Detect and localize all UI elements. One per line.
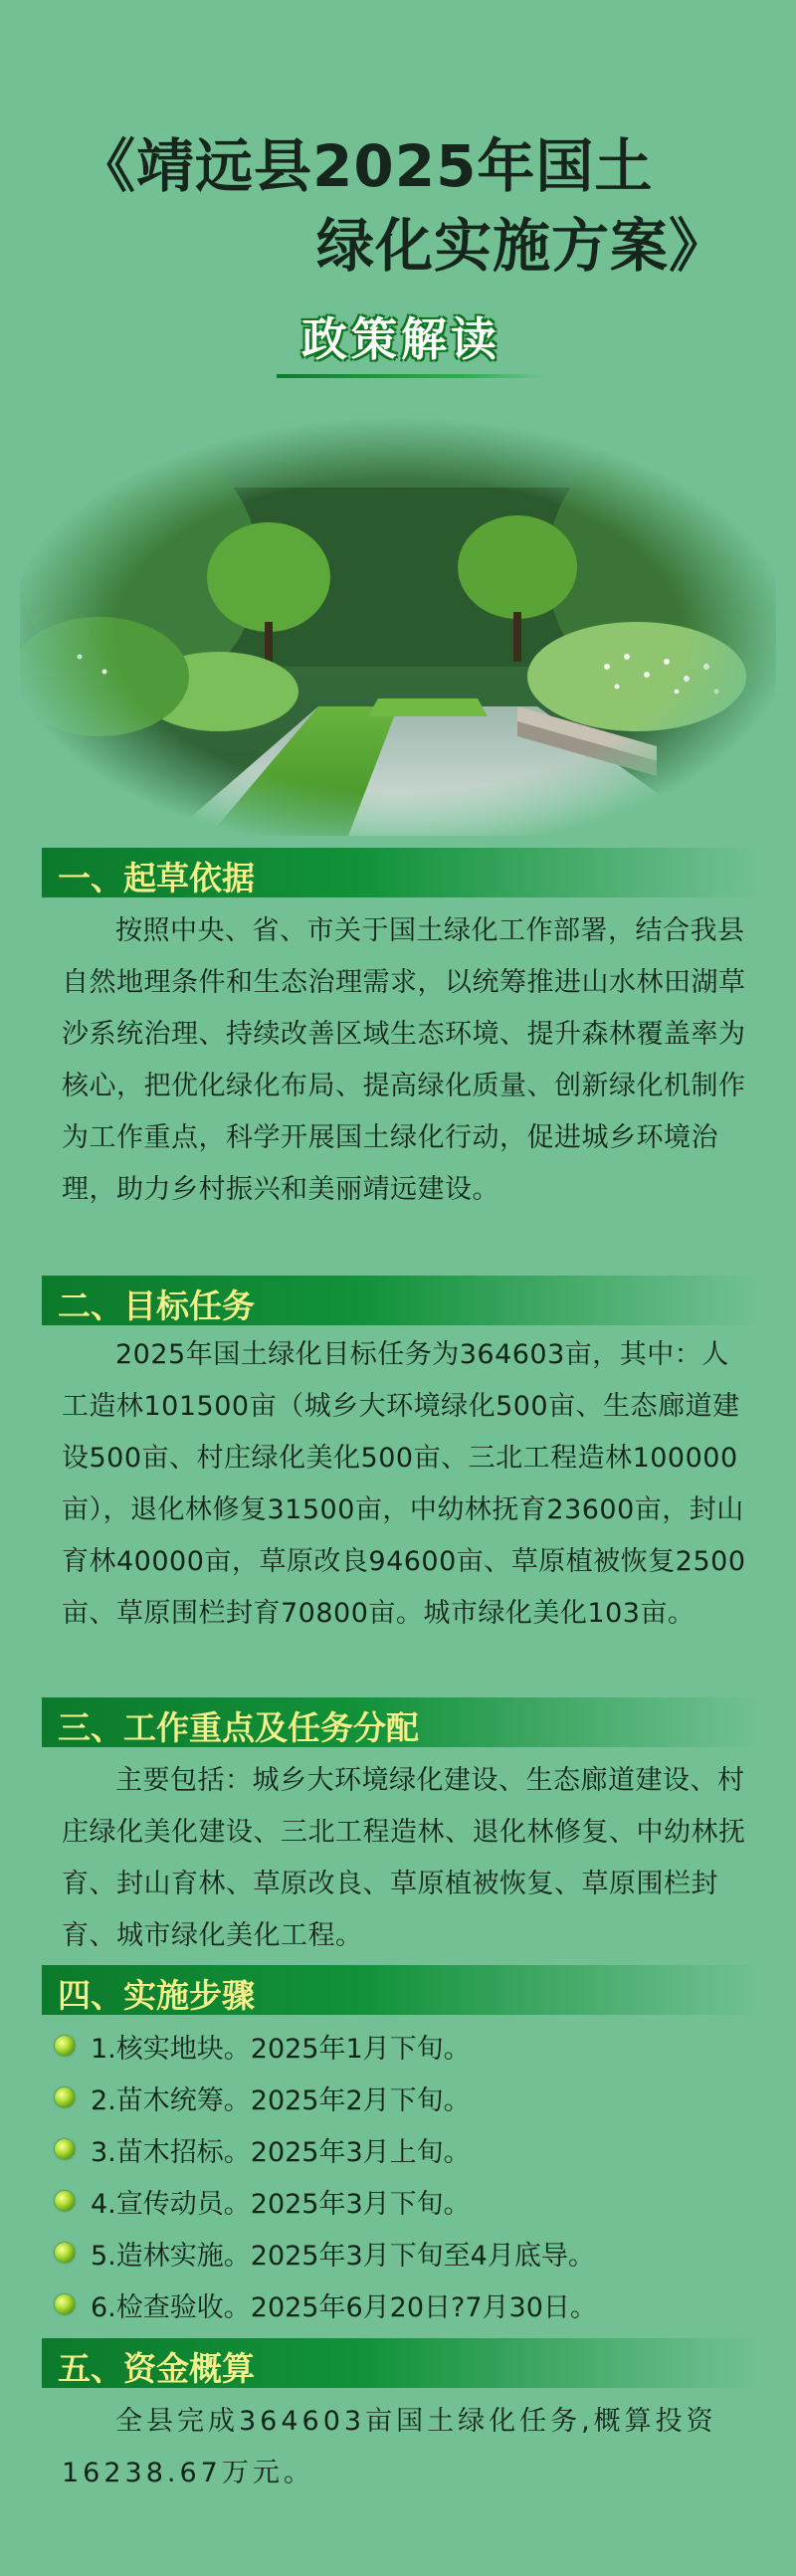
section-5-title: 五、资金概算 — [58, 2349, 255, 2388]
step-text: 3.苗木招标。2025年3月上旬。 — [91, 2136, 471, 2168]
implementation-steps — [55, 2020, 751, 2330]
bullet-icon — [55, 2243, 75, 2263]
step-item — [55, 2227, 751, 2279]
bullet-icon — [55, 2087, 75, 2107]
section-3-title: 三、工作重点及任务分配 — [58, 1708, 419, 1747]
step-item — [55, 2020, 751, 2072]
title-line-2: 绿化实施方案》 — [316, 212, 728, 280]
section-3-body: 主要包括：城乡大环境绿化建设、生态廊道建设、村庄绿化美化建设、三北工程造林、退化林修复、中幼林抚育、封山育林、草原改良、草原植被恢复、草原围栏封育、城市绿化美化工程。 — [62, 1765, 746, 1951]
bullet-icon — [55, 2139, 75, 2159]
section-4-header — [42, 1965, 758, 2015]
section-2-title: 二、目标任务 — [58, 1287, 255, 1325]
title-line-1: 《靖远县2025年国土 — [78, 132, 654, 200]
step-text: 6.检查验收。2025年6月20日?7月30日。 — [91, 2291, 597, 2323]
bullet-icon — [55, 2191, 75, 2211]
section-4-title: 四、实施步骤 — [58, 1976, 255, 2015]
step-text: 4.宣传动员。2025年3月下旬。 — [91, 2188, 471, 2220]
poster-title — [0, 0, 796, 298]
section-2-header — [42, 1276, 758, 1325]
garden-illustration — [20, 418, 776, 836]
bullet-icon — [55, 2294, 75, 2314]
step-item — [55, 2175, 751, 2227]
subtitle: 政策解读 — [301, 312, 500, 366]
section-1-title: 一、起草依据 — [58, 859, 255, 897]
section-5-header — [42, 2338, 758, 2388]
section-5-body: 全县完成364603亩国土绿化任务,概算投资16238.67万元。 — [62, 2406, 717, 2488]
section-2-body: 2025年国土绿化目标任务为364603亩，其中：人工造林101500亩（城乡大环境绿化500亩、生态廊道建设500亩、村庄绿化美化500亩、三北工程造林100000亩），退化林修复31500亩，中幼林抚育23600亩，封山育林40000亩，草原改良94600亩、草原植被恢复2500亩、草原围栏封育70800亩。城市绿化美化103亩。 — [62, 1339, 746, 1629]
step-text: 2.苗木统筹。2025年2月下旬。 — [91, 2084, 471, 2116]
bullet-icon — [55, 2036, 75, 2056]
section-1-body: 按照中央、省、市关于国土绿化工作部署，结合我县自然地理条件和生态治理需求，以统筹推进山水林田湖草沙系统治理、持续改善区域生态环境、提升森林覆盖率为核心，把优化绿化布局、提高绿化质量、创新绿化机制作为工作重点，科学开展国土绿化行动，促进城乡环境治理，助力乡村振兴和美丽靖远建设。 — [62, 915, 746, 1205]
step-item — [55, 2072, 751, 2123]
subtitle-underline — [277, 374, 545, 378]
step-item — [55, 2279, 751, 2330]
step-text: 5.造林实施。2025年3月下旬至4月底导。 — [91, 2240, 595, 2272]
step-item — [55, 2123, 751, 2175]
step-text: 1.核实地块。2025年1月下旬。 — [91, 2033, 471, 2065]
section-3-header — [42, 1697, 758, 1747]
section-1-header — [42, 848, 758, 897]
